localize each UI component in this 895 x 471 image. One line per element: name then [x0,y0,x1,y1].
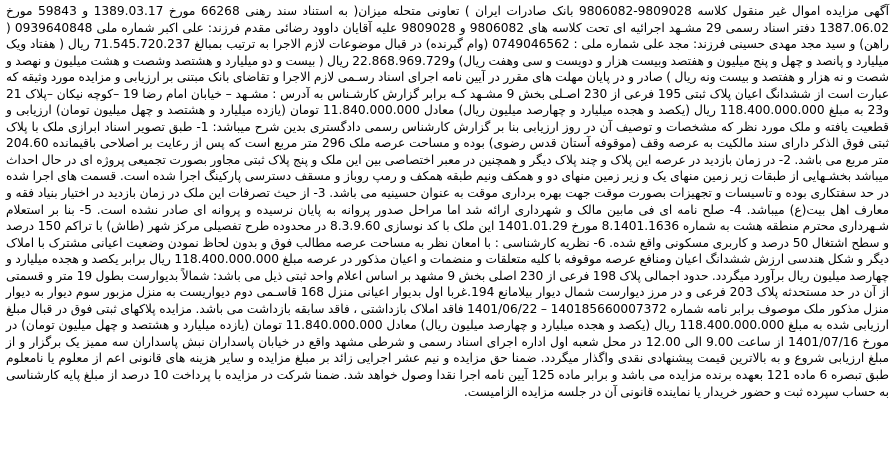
auction-notice-text: آگهی مزایده اموال غیر منقول کلاسه 9809028-9806082 بانک صادرات ایران ) تعاونی متحله میزان( به استناد سند رهنی 66268 مورخ 1389.03.17 و 59843 مورخ 1387.06.02 دفتر اسناد رسمی 29 مشـهد اجرائیه ای تحت کلاسه های 9806082 و 9809028 علیه آقایان داوود رضائی مقدم فرزند: علی اکبر شماره ملی 0939640848 ( راهن) و سید مجد مهدی حسینی فرزند: مجد علی شماره ملی : 0749046562 (وام گیرنده) در قبال موضوعات لازم الاجرا به ترتیب بمبالغ 71.545.720.237 ریال ( هفتاد ویک میلیارد و پانصد و چهل و پنج میلیون و هفتصد وبیست هزار و دویست و سی وهفت ریال) و22.868.969.729 ریال ( بیست و دو میلیارد و هشتصد وشصت و هشت میلیون و نهصد و شصت و نه هزار و هفتصد و بیست ونه ریال ) صادر و در پایان مهلت های مقرر در آیین نامه اجرای اسناد رسـمی لازم الاجرا و تقاضای بانک مبتنی بر ارزیابی و مزایده مورد وثیقه که عبارت است از ششدانگ اعیان پلاک ثبتی 195 فرعی از 230 اصـلی بخش 9 مشـهد کـه برابر گزارش کارشـناس به آدرس : مشـهد – خیابان امام رضا 19 –کوچه نیکان –پلاک 21 و23 به مبلغ 118.400.000.000 ریال (یکصد و هجده میلیارد و چهارصد میلیون ریال) معادل 11.840.000.000 تومان (یازده میلیارد و هشتصد و چهل میلیون تومان) ارزیابی و قطعیت یافته و ملک مورد نظر که مشخصات و توصیف آن در روز ارزیابی بنا بر گزارش کارشناس رسمی دادگستری بدین شرح میباشد: 1- طبق تصویر اسناد ابرازی ملک با پلاک ثبتی فوق الذکر دارای سند مالکیت به عرصه وقف (موقوفه آستان قدس رضوی) بوده و مساحت عرصه ملک 296 متر مربع است که پس از رعایت بر اصلاحی باقیمانده 204.60 متر مربع می باشد. 2- در زمان بازدید در عرصه این پلاک و چند پلاک دیگر و همچنین در معبر اختصاصی بین این ملک و پنج پلاک ثبتی مجاور بصورت تجمیعی پروژه ای در حال احداث میباشد بخشـهایی از طبقات زیر زمین منهای یک و زیر زمین منهای دو و همکف ونیم طبقه همکف و رمپ روباز و مسقف دسترسی پارکینگ اجرا شده است. قسمت های اجرا شده در حد سفتکاری بوده و تاسیسات و تجهیزات بصورت موقت جهت بهره برداری موقت به عنوان حسینیه می باشد. 3- از حیث تصرفات این ملک در زمان بازدید در اختیار بنیاد فقه و معارف اهل بیت(ع) میباشد. 4- صلح نامه ای فی مابین مالک و شهرداری ارائه شد اما مراحل صدور پروانه به پایان نرسیده و پروانه ای صادر نشده است. 5- بنا بر استعلام شـهرداری محترم منطقه هشت به شماره 8.1401.1636 مورخ 1401.01.29 این ملک با کد نوسازی 8.3.9.60 در محدوده طرح تفصیلی مرکز شهر (طاش) با تراکم 150 درصد و سطح اشتغال 50 درصد و کاربری مسکونی واقع شده. 6- نظریه کارشناسی : با امعان نظر به مساحت عرصه مطالب فوق و بدون لحاظ نمودن وضعیت اعیانی مشترک با املاک دیگر و شکل هندسی ارزش ششدانگ اعیان ومنافع عرصه موقوفه با کلیه متعلقات و منضمات و اعیان مذکور در عرصه مبلغ 118.400.000.000 ریال برابر یکصد و هجده میلیارد و چهارصد میلیون ریال برآورد میگردد. حدود اجمالی پلاک 198 فرعی از 230 اصلی بخش 9 مشهد بر اساس اعلام واحد ثبتی ذیل می باشد: شمالاً بدیوارست بطول 19 متر و قسمتی از آن در حد مستحدثه پلاک 203 فرعی و در مرز دیوارست شمال دیوار بیلامانع 194.غربا اول بدیوار اعیانی منزل 168 قاسـمی دوم دیواریست به منزل مزبور سوم دیوار به دیوار منزل مذکور ملک موصوف برابر نامه شماره 140185660007372 – 1401/06/22 فاقد املاک بازداشتی ، فاقد سابقه بازداشت می باشد. مزایده پلاکهای ثبتی فوق در قبال مبلغ ارزیابی شده به مبلغ 118.400.000.000 ریال (یکصد و هجده میلیارد و چهارصد میلیون ریال) معادل 11.840.000.000 تومان (یازده میلیارد و هشتصد و چهل میلیون تومان) در مورخ 1401/07/16 از ساعت 9.00 الی 12.00 در محل شعبه اول اداره اجرای اسناد رسمی و شرطی مشهد واقع در خیابان پاسداران نبش پاسداران سه ممیز یک برگزار و از مبلغ ارزیابی شروع و به بالاترین قیمت پیشنهادی نقدی واگذار میگردد. ضمنا حق مزایده و نیم عشر اجرایی زائد بر مبلغ مزایده و سایر هزینه های قانونی اعم از معلوم یا نامعلوم طبق تبصره 6 ماده 121 بعهده برنده مزایده می باشد و برابر ماده 125 آیین نامه اجرا نقدا وصول خواهد شد. ضمنا شرکت در مزایده با پرداخت 10 درصد از مبلغ پایه کارشناسی به حساب سپرده ثبت و حضور خریدار یا نماینده قانونی آن در جلسه مزایده الزامیست. [6,4,890,399]
